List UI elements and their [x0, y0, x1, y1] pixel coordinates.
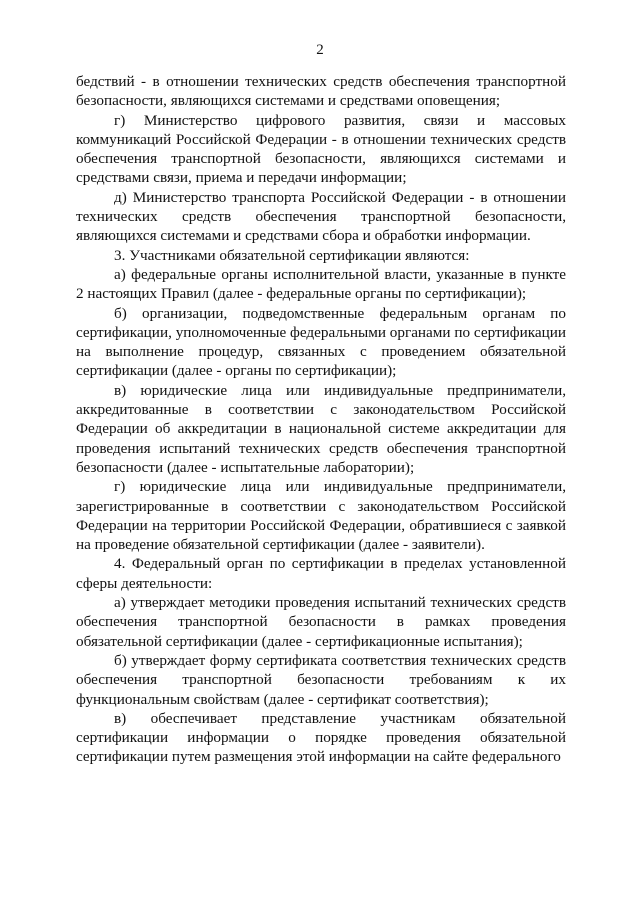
paragraph-section-3: 3. Участниками обязательной сертификации являются:: [114, 246, 470, 264]
paragraph-item-a-methods: а) утверждает методики проведения испытаний технических средств обеспечения транспортной безопасности в рамках проведения обязательной сертификации (далее - сертификационные испытания);: [76, 594, 566, 650]
paragraph-item-b-certificate-form: б) утверждает форму сертификата соответствия технических средств обеспечения транспортной безопасности требованиям к их функциональным свойствам (далее - сертификат соответствия);: [76, 651, 566, 708]
paragraph-item-b-organizations: б) организации, подведомственные федеральным органам по сертификации, уполномоченные федеральными органами по сертификации на выполнение процедур, связанных с проведением обязательной сертификации (далее - органы по сертификации);: [76, 304, 566, 380]
paragraph-continuation: бедствий - в отношении технических средств обеспечения транспортной безопасности, являющихся системами и средствами оповещения;: [76, 73, 566, 110]
paragraph-item-g-ministry-digital: г) Министерство цифрового развития, связи и массовых коммуникаций Российской Федерации - в отношении технических средств обеспечения транспортной безопасности, являющихся системами и средствами связи, приема и передачи информации;: [76, 111, 566, 187]
paragraph-section-4: 4. Федеральный орган по сертификации в пределах установленной сферы деятельности:: [76, 555, 566, 592]
paragraph-item-v-testing-labs: в) юридические лица или индивидуальные предприниматели, аккредитованные в соответствии с законодательством Российской Федерации об аккредитации в национальной системе аккредитации для проведения испытаний технических средств обеспечения транспортной безопасности (далее - испытательные лаборатории);: [76, 381, 566, 476]
page-number: 2: [316, 42, 324, 58]
paragraph-item-v-information: в) обеспечивает представление участникам обязательной сертификации информации о порядке проведения обязательной сертификации путем размещения этой информации на сайте федерального: [76, 709, 566, 766]
document-body: [76, 72, 566, 767]
paragraph-item-g-applicants: г) юридические лица или индивидуальные предприниматели, зарегистрированные в соответствии с законодательством Российской Федерации на территории Российской Федерации, обратившиеся с заявкой на проведение обязательной сертификации (далее - заявители).: [76, 478, 566, 554]
paragraph-item-a-federal-bodies: а) федеральные органы исполнительной власти, указанные в пункте 2 настоящих Правил (далее - федеральные органы по сертификации);: [76, 265, 566, 303]
paragraph-item-d-ministry-transport: д) Министерство транспорта Российской Федерации - в отношении технических средств обеспечения транспортной безопасности, являющихся системами и средствами сбора и обработки информации.: [76, 188, 566, 245]
